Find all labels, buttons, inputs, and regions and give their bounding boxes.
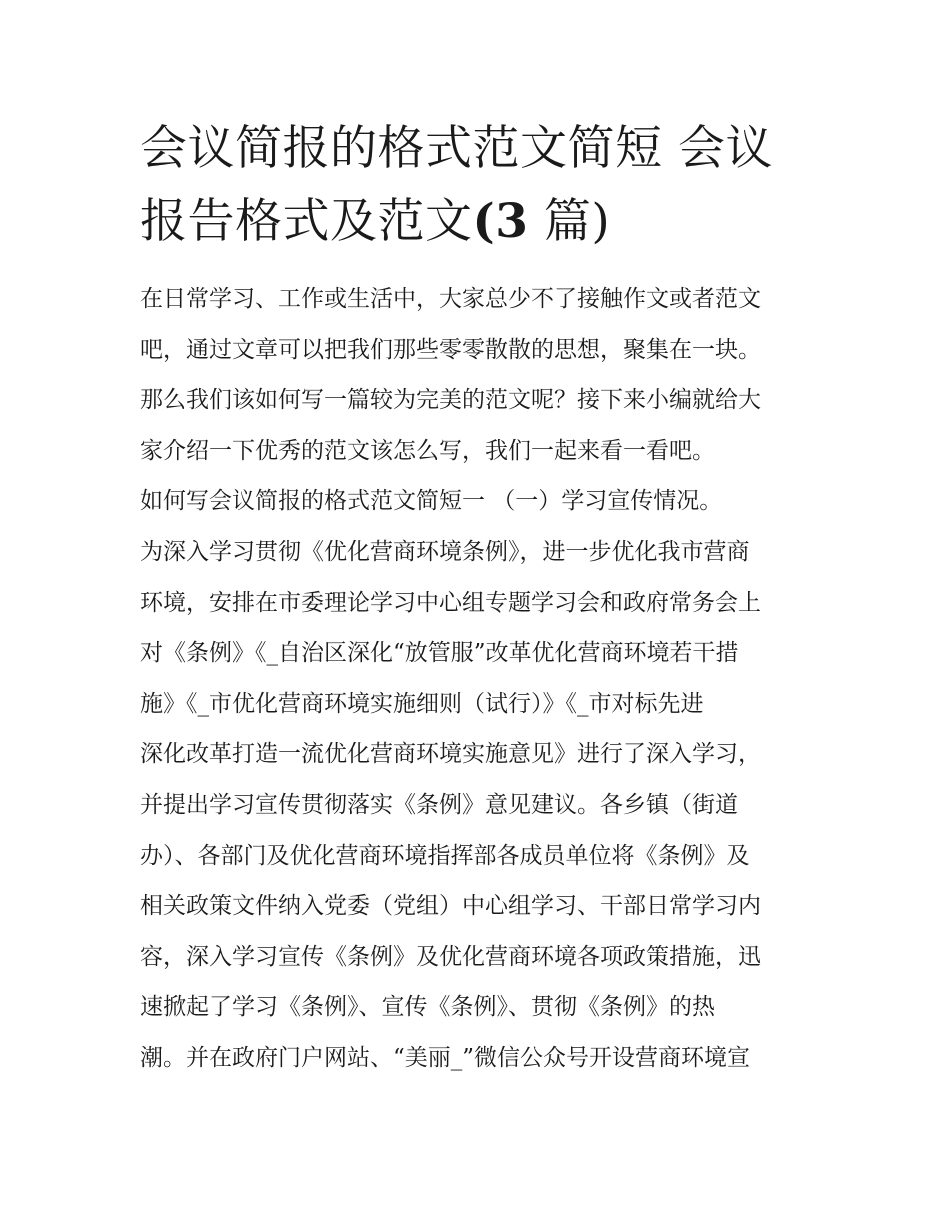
title-line-2: [140, 185, 820, 258]
body-line-2: 吧，通过文章可以把我们那些零零散散的思想，聚集在一块。: [140, 336, 761, 363]
title-line-2-suffix: 篇): [528, 194, 611, 249]
title-line-2-count: (3: [472, 194, 529, 249]
body-line-6: 为深入学习贯彻《优化营商环境条例》，进一步优化我市营商: [140, 538, 750, 565]
document-page: [140, 112, 820, 1084]
body-line-7: 环境，安排在市委理论学习中心组专题学习会和政府常务会上: [140, 589, 761, 616]
body-line-15: 速掀起了学习《条例》、宣传《条例》、贯彻《条例》的热: [140, 994, 715, 1021]
body-line-10: 深化改革打造一流优化营商环境实施意见》进行了深入学习，: [140, 741, 761, 768]
body-line-9: 施》《_市优化营商环境实施细则（试行）》《_市对标先进: [140, 690, 704, 717]
body-line-13: 相关政策文件纳入党委（党组）中心组学习、干部日常学习内: [140, 893, 761, 920]
body-line-8: 对《条例》《_自治区深化“放管服”改革优化营商环境若干措: [140, 640, 739, 667]
body-line-12: 办）、各部门及优化营商环境指挥部各成员单位将《条例》及: [140, 842, 750, 869]
title-line-1: 会议简报的格式范文简短 会议: [140, 121, 773, 176]
body-line-16: 潮。并在政府门户网站、“美丽_”微信公众号开设营商环境宣: [140, 1044, 751, 1071]
body-line-5: 如何写会议简报的格式范文简短一 （一）学习宣传情况。: [140, 488, 723, 515]
document-title: [140, 112, 820, 258]
body-line-1: 在日常学习、工作或生活中，大家总少不了接触作文或者范文: [140, 286, 761, 312]
body-line-11: 并提出学习宣传贯彻落实《条例》意见建议。各乡镇（街道: [140, 791, 738, 818]
body-line-3: 那么我们该如何写一篇较为完美的范文呢？接下来小编就给大: [140, 387, 761, 414]
document-body: [140, 274, 820, 1084]
title-line-2-text: 报告格式及范文: [140, 194, 473, 249]
body-line-4: 家介绍一下优秀的范文该怎么写，我们一起来看一看吧。: [140, 437, 715, 464]
body-line-14: 容，深入学习宣传《条例》及优化营商环境各项政策措施，迅: [140, 943, 761, 970]
